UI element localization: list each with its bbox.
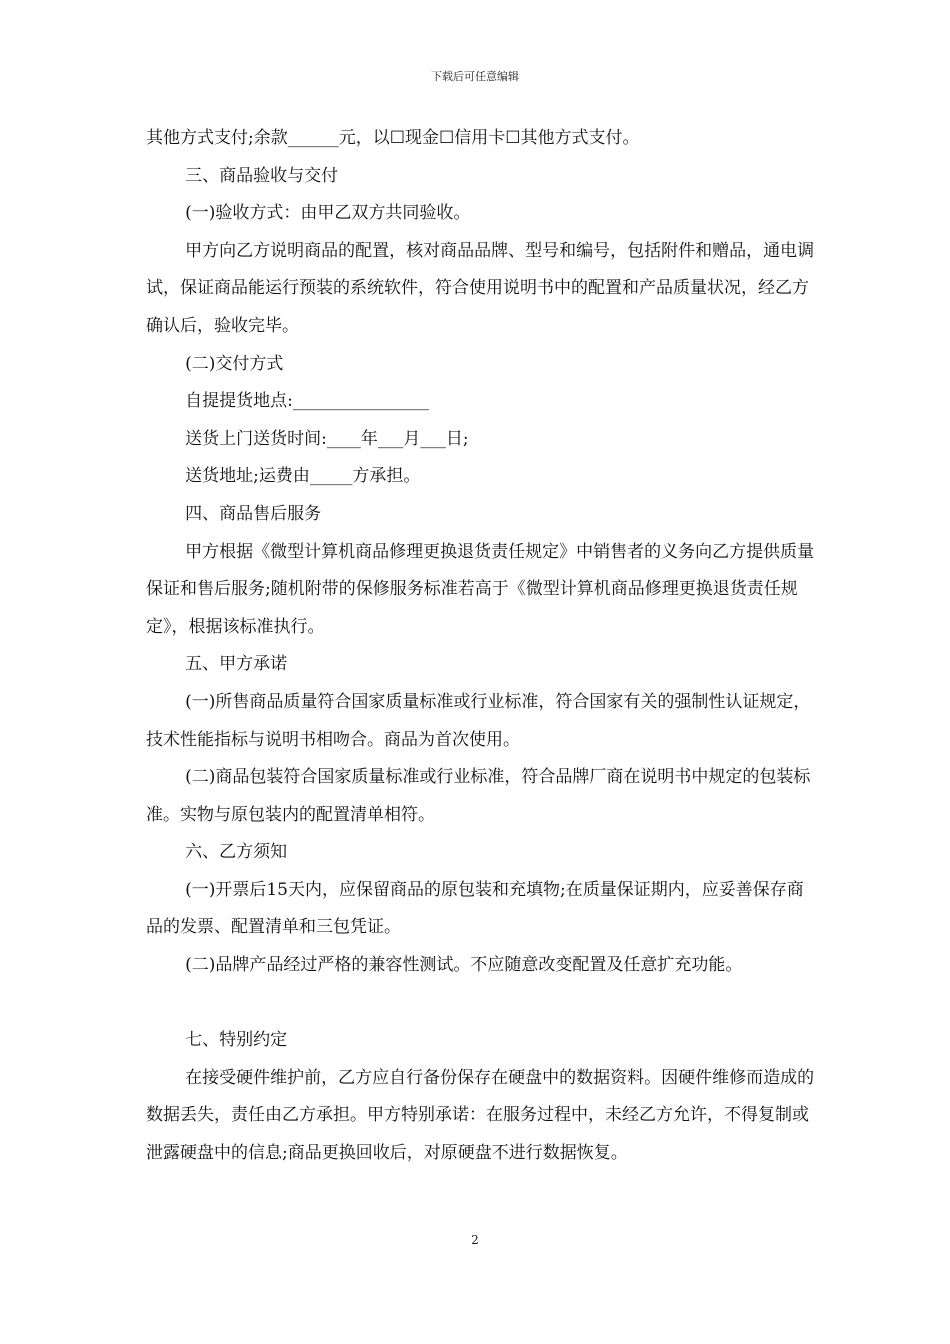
blank-line [146,985,816,1023]
section-heading-acceptance: 三、商品验收与交付 [185,165,339,186]
paragraph-acceptance-detail: 甲方向乙方说明商品的配置，核对商品品牌、型号和编号，包括附件和赠品，通电调试，保证商品能运行预装的系统软件，符合使用说明书中的配置和产品质量状况，经乙方确认后，验收完毕。 [146,240,815,336]
clause-keep-packaging: (一)开票后15天内，应保留商品的原包装和充填物;在质量保证期内，应妥善保存商品的发票、配置清单和三包凭证。 [146,879,804,938]
clause-quality-standard: (一)所售商品质量符合国家质量标准或行业标准，符合国家有关的强制性认证规定，技术性能指标与说明书相吻合。商品为首次使用。 [146,691,811,750]
page-number: 2 [471,1233,479,1247]
clause-compatibility: (二)品牌产品经过严格的兼容性测试。不应随意改变配置及任意扩充功能。 [185,955,743,976]
line-pickup-location: 自提提货地点:________________ [185,391,429,412]
document-body [146,120,816,1173]
page-header: 下载后可任意编辑 [431,70,519,83]
line-delivery-address: 送货地址;运费由_____方承担。 [185,466,421,487]
section-heading-party-a-promise: 五、甲方承诺 [185,654,288,675]
line-delivery-time: 送货上门送货时间:____年___月___日; [185,428,469,449]
paragraph-after-sales: 甲方根据《微型计算机商品修理更换退货责任规定》中销售者的义务向乙方提供质量保证和售后服务;随机附带的保修服务标准若高于《微型计算机商品修理更换退货责任规定》，根据该标准执行。 [146,541,815,637]
section-heading-party-b-notice: 六、乙方须知 [185,842,288,863]
clause-acceptance-method: (一)验收方式：由甲乙双方共同验收。 [185,203,471,224]
section-heading-special-agreement: 七、特别约定 [185,1030,288,1051]
paragraph-special-agreement: 在接受硬件维护前，乙方应自行备份保存在硬盘中的数据资料。因硬件维修而造成的数据丢失，责任由乙方承担。甲方特别承诺：在服务过程中，未经乙方允许，不得复制或泄露硬盘中的信息;商品更换回收后，对原硬盘不进行数据恢复。 [146,1067,815,1164]
clause-delivery-method: (二)交付方式 [185,353,284,374]
paragraph-payment-continued: 其他方式支付;余款______元，以☐现金☐信用卡☐其他方式支付。 [146,128,640,148]
section-heading-after-sales: 四、商品售后服务 [185,503,322,524]
clause-packaging-standard: (二)商品包装符合国家质量标准或行业标准，符合品牌厂商在说明书中规定的包装标准。实物与原包装内的配置清单相符。 [146,767,811,825]
